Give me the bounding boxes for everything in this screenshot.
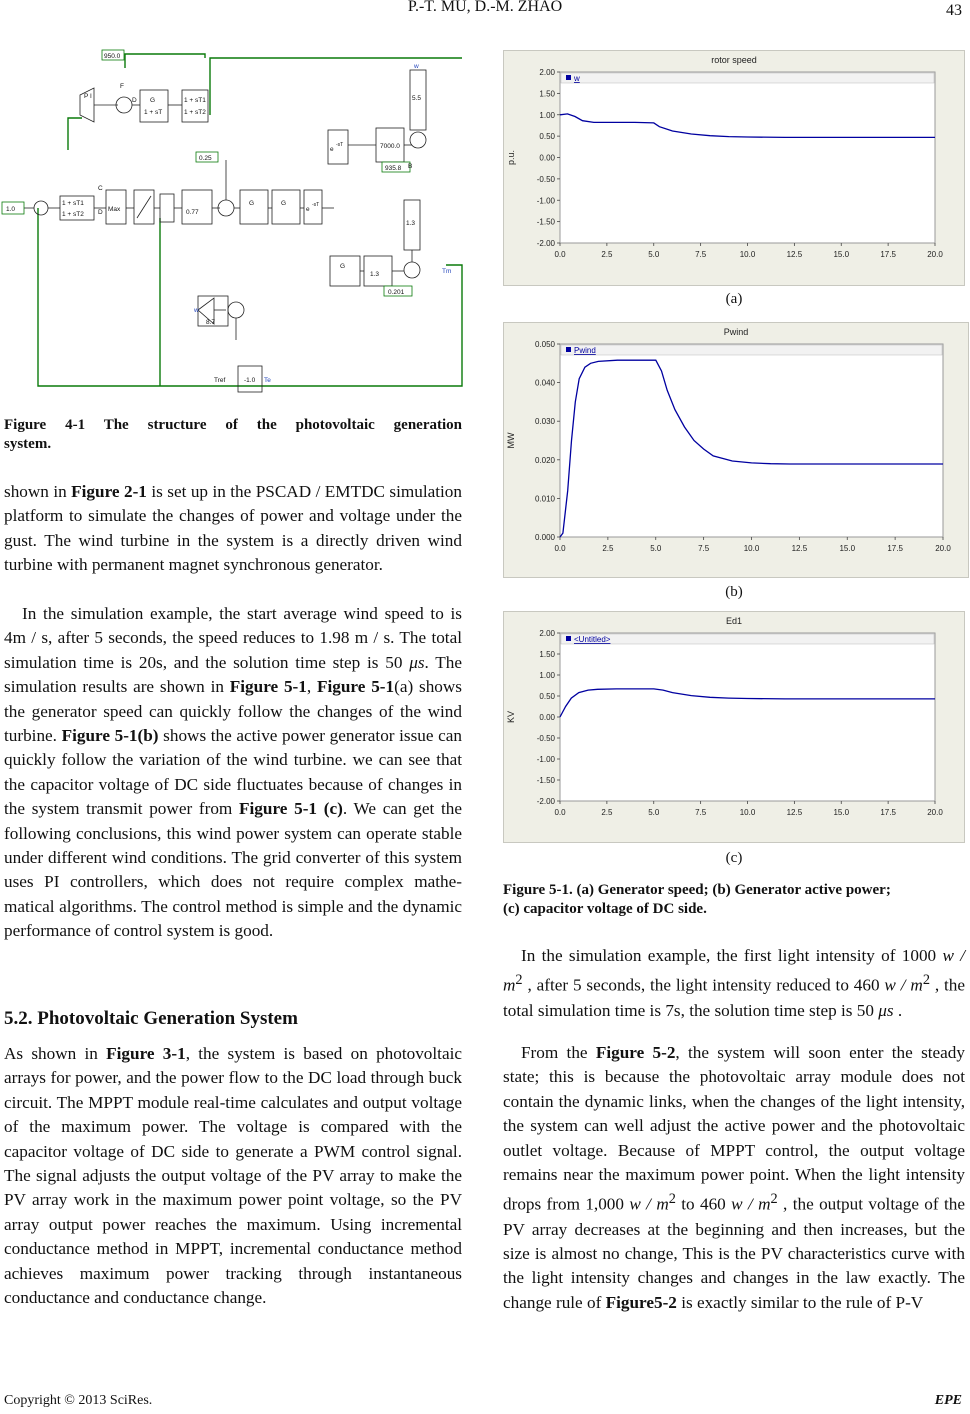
lp3-t2: , the system is based on photovoltaic arrays for power, and the power flow to the DC load through buck circuit. The MPPT module real-time calculates and output voltage of the maximum power. The voltage is compared with the capacitor voltage of DC side to generate a PWM control signal. The signal adjusts the output voltage of the PV array to make the PV array work in the maximum power point voltage, so the PV array output power reaches the maximum. Using incremental conductance method in MPPT, incremental conductance method achieves maximum power tracking through instantaneous conductance and conductance change.	[4, 1044, 462, 1308]
fig41-f-label: F	[120, 83, 124, 90]
chart-b-sublabel: (b)	[725, 584, 743, 600]
x-tick-label: 15.0	[833, 250, 850, 259]
figure-4-1-diagram	[0, 40, 465, 400]
fig41-lag-den: 1 + sT2	[62, 211, 84, 218]
y-tick-label: -2.00	[536, 239, 555, 248]
fig41-k13: 1.3	[370, 271, 380, 278]
chart-pwind	[503, 322, 969, 578]
plot-area	[560, 72, 935, 243]
legend-label: w	[574, 74, 580, 83]
x-tick-label: 17.5	[880, 808, 896, 817]
y-tick-label: 0.50	[539, 692, 555, 701]
x-tick-label: 12.5	[786, 250, 803, 259]
legend-label: Pwind	[574, 346, 596, 355]
legend-label: <Untitled>	[574, 635, 611, 644]
plot-area	[560, 633, 935, 801]
fig41-const-950: 950.0	[104, 53, 121, 60]
fig41-c-label: C	[98, 185, 103, 192]
rp2-t5: is exactly similar to the rule of P-V	[676, 1292, 924, 1312]
x-tick-label: 12.5	[791, 544, 808, 553]
legend-box	[561, 634, 934, 644]
lp2-ref1: Figure 5-1	[229, 677, 307, 697]
y-tick-label: -1.50	[536, 217, 555, 227]
section-heading: 5.2. Photovoltaic Generation System	[4, 1008, 298, 1029]
fig41-d-label: D	[98, 209, 103, 216]
fig41-g1-den: 1 + sT	[144, 109, 163, 116]
y-tick-label: 0.000	[534, 533, 555, 542]
rp1-t4: .	[893, 1000, 903, 1020]
x-tick-label: 7.5	[695, 250, 707, 259]
fig41-k0201: 0.201	[388, 289, 405, 296]
y-tick-label: 0.50	[539, 132, 555, 142]
fig41-g4: G	[340, 263, 346, 270]
figure-5-1-caption-line2: (c) capacitor voltage of DC side.	[503, 901, 707, 917]
y-tick-label: 0.010	[534, 494, 555, 504]
fig41-k9358: 935.8	[385, 165, 402, 172]
x-tick-label: 20.0	[927, 250, 943, 259]
fig41-k077: 0.77	[186, 209, 199, 216]
x-tick-label: 0.0	[554, 544, 566, 553]
running-head	[0, 0, 970, 16]
legend-swatch	[566, 636, 571, 641]
fig41-lead-num: 1 + sT1	[184, 97, 206, 104]
y-tick-label: -0.50	[536, 174, 555, 184]
figure-4-1-caption-line1: Figure 4-1 The structure of the photovoltaic generation	[4, 417, 462, 433]
legend-box	[561, 73, 934, 83]
fig41-d1: D	[132, 97, 137, 104]
y-axis-label: MW	[506, 432, 516, 449]
header-authors: P.-T. MU, D.-M. ZHAO	[407, 0, 563, 15]
figure-4-1-caption-line2: system.	[4, 436, 52, 452]
legend-swatch	[566, 347, 571, 352]
legend-swatch	[566, 75, 571, 80]
lp2-t4: (a) shows the generator speed can quickly follow the changes of the wind turbine.	[4, 677, 462, 746]
fig41-k55: 5.5	[412, 95, 422, 102]
rp2-t3: to 460	[675, 1195, 732, 1215]
fig41-exp1-sup: -sT	[312, 202, 320, 208]
x-tick-label: 20.0	[927, 808, 943, 817]
y-tick-label: 0.050	[534, 340, 555, 349]
rp1-t3: , the total simulation time is 7s, the solution time step is 50	[503, 976, 966, 1020]
x-tick-label: 7.5	[698, 544, 710, 553]
y-axis-label: p.u.	[506, 149, 516, 166]
rp2-ref: Figure 5-2	[595, 1043, 676, 1062]
fig41-max: Max	[108, 206, 121, 213]
plot-area	[560, 344, 943, 537]
fig41-tm: Tm	[442, 268, 452, 275]
lp2-t3: ,	[306, 677, 317, 697]
fig41-lag-num: 1 + sT1	[62, 200, 84, 207]
rp2-unit-a: w / m	[629, 1195, 669, 1215]
rp1-sup-b: 2	[922, 972, 930, 989]
fig41-k13v: 1.3	[406, 220, 416, 227]
fig41-k7000: 7000.0	[380, 143, 400, 150]
fig41-exp1: e	[306, 206, 310, 213]
lp2-t5: shows the active power generator issue can quickly follow the variation of the wind turbine. we can see that the capacitor voltage of DC side fluctuates because of changes in the system transmit power from	[4, 726, 462, 819]
lp3-t1: As shown in	[4, 1044, 107, 1063]
chart-title: rotor speed	[711, 55, 757, 65]
lp2-t6: . We can get the following conclusions, this wind power system can operate stable under different wind conditions. The grid converter of this system uses PI controllers, which does not require complex mathe-matical algorithms. The control method is simple and the dynamic performance of control system is good.	[4, 799, 462, 941]
fig41-input-const: 1.0	[6, 206, 16, 213]
x-tick-label: 10.0	[739, 250, 756, 259]
y-tick-label: -1.00	[536, 196, 555, 206]
lp1-ref: Figure 2-1	[71, 482, 147, 501]
rp2-unit-b: w / m	[731, 1195, 771, 1215]
footer-journal: EPE	[934, 1393, 962, 1408]
y-tick-label: 0.030	[534, 417, 555, 427]
y-tick-label: 1.00	[539, 671, 555, 680]
lp2-t2: . The simulation results are shown in	[4, 652, 462, 697]
x-tick-label: 0.0	[554, 250, 566, 259]
x-tick-label: 17.5	[887, 544, 903, 553]
lp1-t1: shown in	[4, 482, 72, 501]
chart-rotor-speed	[503, 50, 965, 286]
fig41-b-label: B	[408, 163, 413, 170]
x-tick-label: 2.5	[601, 808, 613, 817]
x-tick-label: 20.0	[935, 544, 951, 553]
rp1-t2: , after 5 seconds, the light intensity reduced to 460	[522, 976, 885, 996]
chart-title: Pwind	[723, 327, 749, 337]
right-paragraph-1	[503, 944, 965, 1023]
fig41-k10: -1.0	[244, 377, 256, 384]
left-paragraph-2	[4, 602, 462, 944]
y-tick-label: -0.50	[536, 734, 555, 743]
y-tick-label: 0.00	[539, 713, 555, 722]
y-tick-label: 0.00	[539, 153, 555, 163]
fig41-k025: 0.25	[199, 155, 212, 162]
y-tick-label: 1.50	[539, 650, 555, 659]
y-tick-label: 1.00	[539, 110, 555, 120]
x-tick-label: 5.0	[650, 544, 662, 553]
y-tick-label: -1.00	[536, 755, 555, 764]
rp2-sup-b: 2	[770, 1191, 778, 1208]
fig41-g1: G	[150, 97, 156, 104]
rp1-sup-a: 2	[515, 972, 523, 989]
x-tick-label: 5.0	[648, 250, 660, 259]
fig41-k87: 8.7	[206, 319, 216, 326]
page-number: 43	[946, 2, 962, 19]
lp2-ref3: Figure 5-1(b)	[61, 726, 159, 746]
fig41-w-top: w	[414, 63, 419, 70]
figure-5-1-caption	[503, 881, 970, 919]
y-axis-label: KV	[506, 710, 516, 724]
chart-a-sublabel: (a)	[725, 291, 743, 307]
y-tick-label: 2.00	[539, 629, 555, 638]
fig41-g2: G	[249, 200, 255, 207]
figure-4-1-caption	[4, 416, 462, 454]
rp2-t1: From the	[521, 1043, 596, 1062]
y-tick-label: 2.00	[539, 68, 555, 77]
left-paragraph-1	[4, 480, 462, 578]
chart-title: Ed1	[725, 616, 743, 626]
x-tick-label: 15.0	[839, 544, 856, 553]
y-tick-label: 1.50	[539, 89, 555, 99]
fig41-exp2-sup: -sT	[336, 142, 344, 148]
rp2-t2: , the system will soon enter the steady state; this is because the photovoltaic array module does not contain the dynamic links, when the changes of the light intensity, the system can well adjust the active power and the photovoltaic outlet voltage. Because of MPPT control, the output voltage remains near the maximum power point. When the light intensity drops from 1,000	[503, 1043, 965, 1215]
x-tick-label: 7.5	[695, 808, 707, 817]
lp2-ref4: Figure 5-1 (c)	[239, 799, 343, 819]
lp2-unit: μs	[409, 652, 425, 672]
x-tick-label: 0.0	[554, 808, 566, 817]
lp2-t1: In the simulation example, the start average wind speed to is 4m / s, after 5 seconds, the speed reduces to 1.98 m / s. The total simulation time is 20s, and the solution time step is 50	[4, 604, 462, 672]
fig41-w-bot: w	[194, 307, 199, 314]
rp1-unit-b: w / m	[884, 976, 923, 996]
rp1-unit-us: μs	[878, 1000, 894, 1020]
y-tick-label: 0.040	[534, 378, 555, 388]
x-tick-label: 17.5	[880, 250, 896, 259]
lp2-ref2: Figure 5-1	[317, 677, 395, 697]
chart-ed1	[503, 611, 965, 843]
rp2-sup-a: 2	[668, 1191, 676, 1208]
fig41-lead-den: 1 + sT2	[184, 109, 206, 116]
x-tick-label: 2.5	[601, 250, 613, 259]
x-tick-label: 5.0	[648, 808, 660, 817]
fig41-tref: Tref	[214, 377, 226, 384]
lp3-ref: Figure 3-1	[106, 1044, 186, 1063]
x-tick-label: 2.5	[602, 544, 614, 553]
figure-5-1-caption-line1: Figure 5-1. (a) Generator speed; (b) Generator active power;	[503, 882, 891, 898]
x-tick-label: 12.5	[786, 808, 803, 817]
fig41-g3: G	[281, 200, 287, 207]
footer-copyright: Copyright © 2013 SciRes.	[4, 1393, 153, 1408]
rp1-unit-a: w / m	[503, 946, 965, 996]
y-tick-label: -2.00	[536, 797, 555, 806]
left-paragraph-3	[4, 1042, 462, 1310]
rp2-ref2: Figure5-2	[605, 1292, 677, 1312]
chart-c-sublabel: (c)	[725, 850, 743, 866]
right-paragraph-2	[503, 1041, 965, 1315]
x-tick-label: 10.0	[743, 544, 760, 553]
y-tick-label: 0.020	[534, 455, 555, 465]
lp1-t2: is set up in the PSCAD / EMTDC simulation platform to simulate the changes of power and voltage under the gust. The wind turbine in the system is a directly driven wind turbine with permanent magnet synchronous generator.	[4, 482, 462, 575]
fig41-te: Te	[264, 377, 271, 384]
x-tick-label: 15.0	[833, 808, 850, 817]
fig41-pi: P I	[84, 93, 92, 100]
x-tick-label: 10.0	[739, 808, 756, 817]
rp1-t1: In the simulation example, the first light intensity of 1000	[521, 946, 943, 965]
fig41-exp2: e	[330, 146, 334, 153]
legend-box	[561, 345, 942, 355]
rp2-t4: , the output voltage of the PV array decreases at the beginning and then increases, but the size is almost no change, This is the PV characteristics curve with the light intensity changes and changes in the law exactly. The change rule of	[503, 1195, 965, 1312]
y-tick-label: -1.50	[536, 776, 555, 785]
